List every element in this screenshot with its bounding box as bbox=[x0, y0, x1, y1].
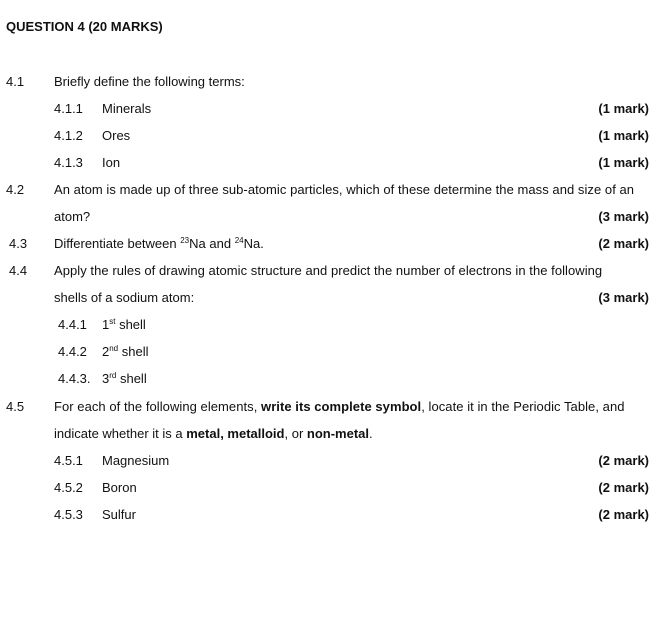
question-text-continued: shells of a sodium atom: bbox=[54, 290, 195, 305]
mark-allocation: (2 mark) bbox=[598, 480, 649, 495]
subquestion-number: 4.5.1 bbox=[54, 453, 83, 468]
mark-allocation: (1 mark) bbox=[598, 155, 649, 170]
mark-allocation: (1 mark) bbox=[598, 101, 649, 116]
bold-text-segment: non-metal bbox=[306, 426, 370, 441]
question-text-continued: atom? bbox=[54, 209, 91, 224]
subquestion-number: 4.1.1 bbox=[54, 101, 83, 116]
question-text: Briefly define the following terms: bbox=[54, 74, 245, 89]
shell-word: shell bbox=[118, 344, 149, 359]
subquestion-label bbox=[102, 371, 147, 387]
mark-allocation: (2 mark) bbox=[598, 236, 649, 251]
ordinal-number: 2 bbox=[102, 344, 110, 359]
ordinal-number: 1 bbox=[102, 317, 110, 332]
subquestion-label: Boron bbox=[102, 480, 137, 495]
question-number: 4.2 bbox=[6, 182, 25, 197]
question-text bbox=[54, 399, 625, 415]
subquestion-number: 4.5.3 bbox=[54, 507, 83, 522]
shell-word: shell bbox=[116, 371, 147, 386]
question-number: 4.5 bbox=[6, 399, 25, 414]
text-segment: . bbox=[369, 426, 373, 441]
text-segment: Na and bbox=[189, 236, 235, 251]
question-text: Apply the rules of drawing atomic structure and predict the number of electrons in the following bbox=[54, 263, 603, 278]
bold-text-segment: write its complete symbol bbox=[261, 399, 422, 414]
bold-text-segment: metal, metalloid bbox=[186, 426, 285, 441]
text-segment: , or bbox=[284, 426, 307, 441]
question-text-continued bbox=[54, 426, 373, 442]
ordinal-number: 3 bbox=[102, 371, 110, 386]
question-number: 4.1 bbox=[6, 74, 25, 89]
ordinal-suffix: rd bbox=[109, 371, 117, 380]
subquestion-number: 4.1.3 bbox=[54, 155, 83, 170]
ordinal-suffix: st bbox=[109, 317, 116, 326]
ordinal-suffix: nd bbox=[109, 344, 119, 353]
subquestion-label: Sulfur bbox=[102, 507, 136, 522]
subquestion-number: 4.1.2 bbox=[54, 128, 83, 143]
subquestion-number: 4.4.2 bbox=[58, 344, 87, 359]
text-segment: Differentiate between bbox=[54, 236, 181, 251]
subquestion-number: 4.4.1 bbox=[58, 317, 87, 332]
subquestion-label: Ores bbox=[102, 128, 131, 143]
question-text: An atom is made up of three sub-atomic particles, which of these determine the mass and size of an bbox=[54, 182, 635, 197]
subquestion-label: Magnesium bbox=[102, 453, 170, 468]
mark-allocation: (2 mark) bbox=[598, 453, 649, 468]
mark-allocation: (3 mark) bbox=[598, 209, 649, 224]
subquestion-number: 4.5.2 bbox=[54, 480, 83, 495]
subquestion-label: Minerals bbox=[102, 101, 152, 116]
subquestion-label bbox=[102, 344, 149, 360]
question-text bbox=[54, 236, 264, 252]
question-number: 4.4 bbox=[9, 263, 28, 278]
subquestion-label: Ion bbox=[102, 155, 121, 170]
subquestion-number: 4.4.3. bbox=[58, 371, 91, 386]
question-number: 4.3 bbox=[9, 236, 28, 251]
text-segment: For each of the following elements, bbox=[54, 399, 262, 414]
mass-number-superscript: 24 bbox=[234, 236, 244, 245]
text-segment: indicate whether it is a bbox=[54, 426, 187, 441]
mass-number-superscript: 23 bbox=[180, 236, 190, 245]
mark-allocation: (2 mark) bbox=[598, 507, 649, 522]
shell-word: shell bbox=[115, 317, 146, 332]
text-segment: Na. bbox=[243, 236, 264, 251]
mark-allocation: (3 mark) bbox=[598, 290, 649, 305]
subquestion-label bbox=[102, 317, 146, 333]
text-segment: , locate it in the Periodic Table, and bbox=[421, 399, 625, 414]
mark-allocation: (1 mark) bbox=[598, 128, 649, 143]
page-title: QUESTION 4 (20 MARKS) bbox=[6, 19, 163, 34]
